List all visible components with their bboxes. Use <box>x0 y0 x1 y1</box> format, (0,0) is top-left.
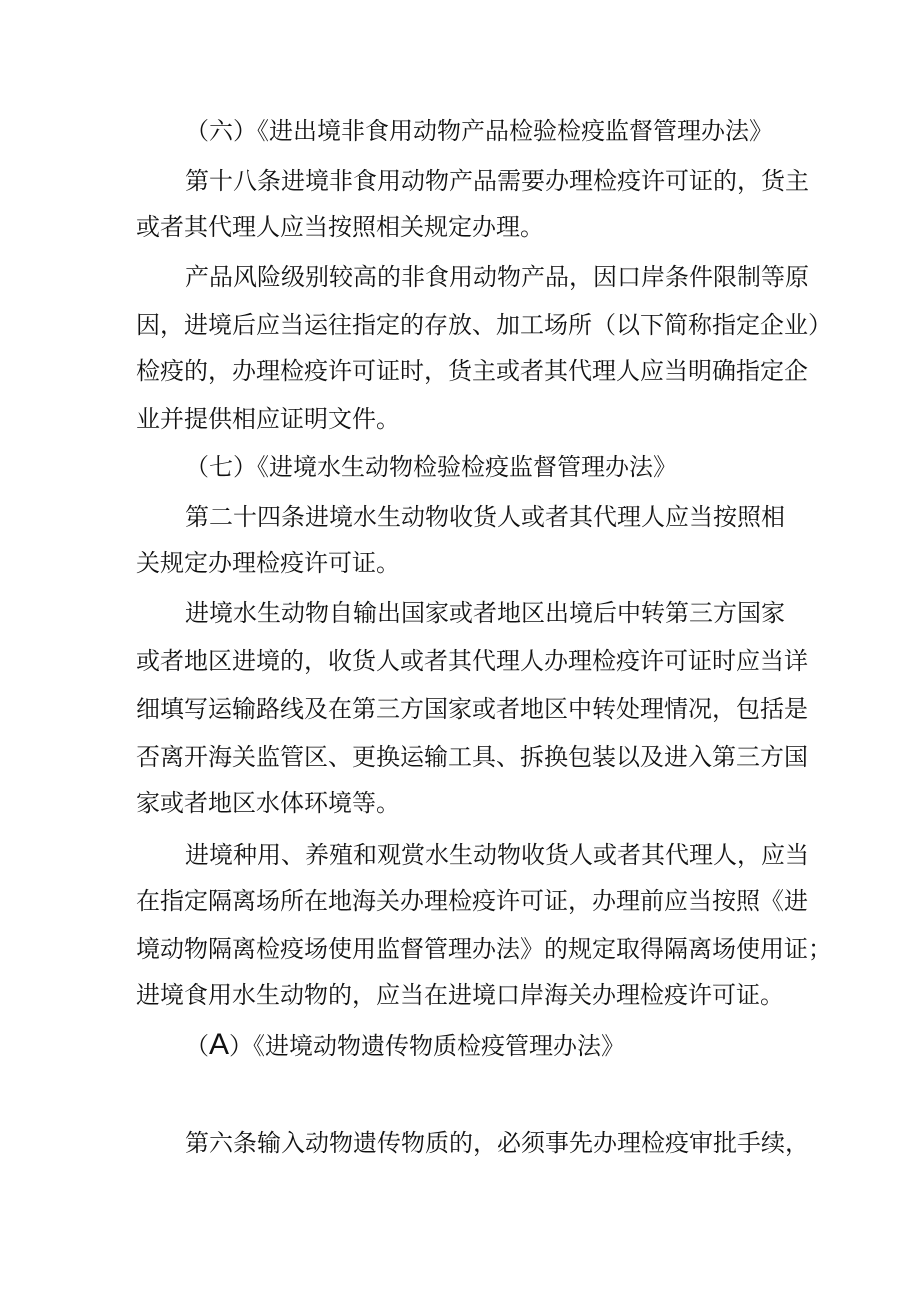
paragraph-line: 进境种用、养殖和观赏水生动物收货人或者其代理人，应当 <box>185 841 809 869</box>
heading-letter: A <box>209 1028 230 1061</box>
paragraph-line: 细填写运输路线及在第三方国家或者地区中转处理情况，包括是 <box>136 695 808 723</box>
paragraph-line: 家或者地区水体环境等。 <box>136 789 400 817</box>
paragraph-line: 或者其代理人应当按照相关规定办理。 <box>136 213 544 241</box>
paragraph-line: 产品风险级别较高的非食用动物产品，因口岸条件限制等原 <box>185 263 809 291</box>
paragraph-line: 关规定办理检疫许可证。 <box>136 549 400 577</box>
section-heading-6: （六）《进出境非食用动物产品检验检疫监督管理办法》 <box>185 117 773 145</box>
heading-open-paren: （ <box>185 1032 209 1060</box>
paragraph-line: 否离开海关监管区、更换运输工具、拆换包装以及进入第三方国 <box>136 743 808 771</box>
paragraph-line: 因，进境后应当运往指定的存放、加工场所（以下简称指定企业） <box>136 311 832 339</box>
heading-title: 《进境动物遗传物质检疫管理办法》 <box>253 1032 626 1060</box>
paragraph-line: 业并提供相应证明文件。 <box>136 405 400 433</box>
paragraph-line: 第十八条进境非食用动物产品需要办理检疫许可证的，货主 <box>185 167 809 195</box>
paragraph-line: 检疫的，办理检疫许可证时，货主或者其代理人应当明确指定企 <box>136 357 808 385</box>
paragraph-line: 第二十四条进境水生动物收货人或者其代理人应当按照相 <box>185 503 785 531</box>
paragraph-line: 在指定隔离场所在地海关办理检疫许可证，办理前应当按照《进 <box>136 887 808 915</box>
paragraph-line: 进境水生动物自输出国家或者地区出境后中转第三方国家 <box>185 599 785 627</box>
section-heading-7: （七）《进境水生动物检验检疫监督管理办法》 <box>185 453 677 481</box>
section-heading-8 <box>185 1030 625 1061</box>
paragraph-line: 境动物隔离检疫场使用监督管理办法》的规定取得隔离场使用证； <box>136 935 832 963</box>
paragraph-line: 第六条输入动物遗传物质的，必须事先办理检疫审批手续， <box>185 1129 809 1157</box>
heading-close-paren: ） <box>229 1032 254 1060</box>
paragraph-line: 或者地区进境的，收货人或者其代理人办理检疫许可证时应当详 <box>136 647 808 675</box>
paragraph-line: 进境食用水生动物的，应当在进境口岸海关办理检疫许可证。 <box>136 981 784 1009</box>
